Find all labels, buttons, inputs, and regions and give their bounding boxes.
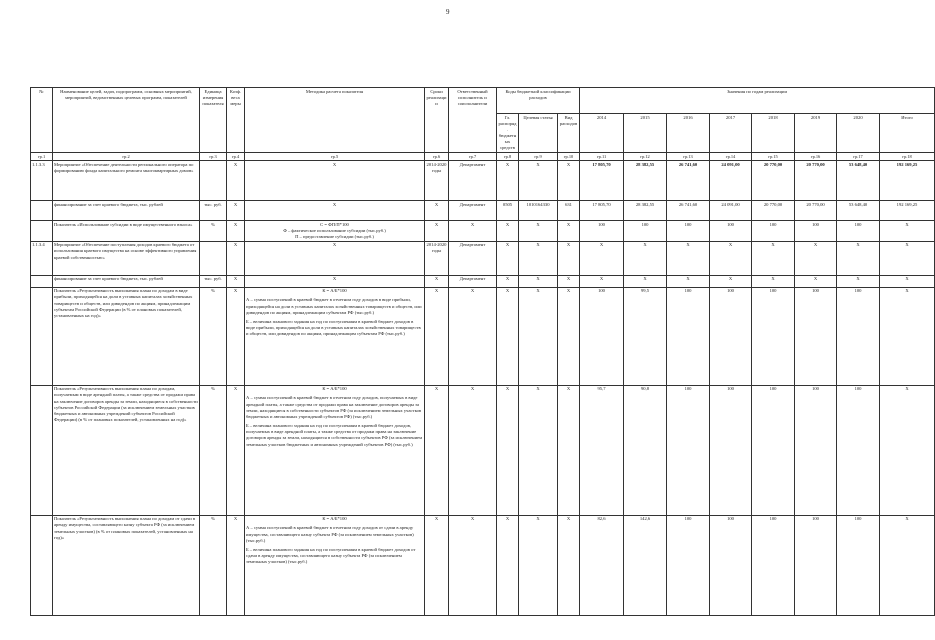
row-value: 17 805,70 xyxy=(580,161,624,201)
row-number xyxy=(31,275,53,287)
row-coef: X xyxy=(227,201,245,221)
column-number-cell: гр.13 xyxy=(667,153,710,161)
row-value: X xyxy=(837,241,880,275)
table-row xyxy=(31,385,935,515)
row-value: 100 xyxy=(710,287,752,385)
row-method xyxy=(245,221,425,242)
row-value: 100 xyxy=(837,287,880,385)
header-code-target: Целевая статья xyxy=(519,114,558,153)
row-executor: X xyxy=(449,287,497,385)
row-value: X xyxy=(795,241,837,275)
row-value: X xyxy=(667,241,710,275)
row-value: X xyxy=(880,275,935,287)
row-coef: X xyxy=(227,275,245,287)
row-value: 95,7 xyxy=(580,385,624,515)
row-value: 100 xyxy=(752,287,795,385)
header-coef: Коэф. веса меры xyxy=(227,88,245,153)
row-code-target: X xyxy=(519,287,558,385)
header-method: Методика расчета показателя xyxy=(245,88,425,153)
header-year: 2015 xyxy=(624,114,667,153)
header-year: 2020 xyxy=(837,114,880,153)
row-name: Показатель «Результативность выполнения плана по доходам от сдачи в аренду имущества, составляющего казну субъекта РФ (за исключением земельных участков) (в % от плановых показателей, установленных на год)» xyxy=(53,515,200,615)
column-number-cell: гр.5 xyxy=(245,153,425,161)
row-unit xyxy=(200,161,227,201)
row-value: X xyxy=(624,241,667,275)
column-number-cell: гр.3 xyxy=(200,153,227,161)
row-name: Показатель «Использование субсидии в виде имущественного взноса» xyxy=(53,221,200,242)
row-value: 20 770,00 xyxy=(795,201,837,221)
method-line: Ф – фактическое использование субсидии (тыс.руб.) xyxy=(283,227,386,233)
table-row xyxy=(31,201,935,221)
row-number xyxy=(31,221,53,242)
row-value: 100 xyxy=(667,385,710,515)
row-code-type: X xyxy=(558,161,580,201)
header-name: Наименование целей, задач, подпрограмм, основных мероприятий, мероприятий, ведомственных целевых программ, показателей xyxy=(53,88,200,153)
row-name: Показатель «Результативность выполнения плана по доходам в виде прибыли, приходящейся на доли в уставных капиталах хозяйственных товариществ и обществ, или дивидендов по акциям, принадлежащим субъектам Российской Федерации (в % от плановых показателей, установленных на год)» xyxy=(53,287,200,385)
row-code-grbs: X xyxy=(497,287,519,385)
row-code-grbs: X xyxy=(497,221,519,242)
row-value: X xyxy=(880,515,935,615)
row-coef: X xyxy=(227,385,245,515)
row-coef: X xyxy=(227,287,245,385)
table-row xyxy=(31,275,935,287)
row-value: 53 648,40 xyxy=(837,161,880,201)
row-code-type: X xyxy=(558,221,580,242)
table-row xyxy=(31,287,935,385)
method-line: X xyxy=(332,276,337,282)
row-value: X xyxy=(752,241,795,275)
row-code-grbs: X xyxy=(497,515,519,615)
row-value: 100 xyxy=(710,385,752,515)
method-line: К = А/Б*100 xyxy=(322,516,347,522)
row-value: X xyxy=(880,221,935,242)
header-year: 2014 xyxy=(580,114,624,153)
row-coef: X xyxy=(227,221,245,242)
row-number: 1.1.3.3 xyxy=(31,161,53,201)
row-code-grbs: X xyxy=(497,241,519,275)
row-value: 100 xyxy=(710,221,752,242)
row-number xyxy=(31,515,53,615)
row-value: 100 xyxy=(795,287,837,385)
row-value: 100 xyxy=(667,287,710,385)
row-value: 17 805,70 xyxy=(580,201,624,221)
row-value: X xyxy=(880,287,935,385)
header-total: Итого xyxy=(880,114,935,153)
row-value: 100 xyxy=(667,515,710,615)
row-method xyxy=(245,275,425,287)
row-executor: Департамент xyxy=(449,241,497,275)
row-code-target: X xyxy=(519,161,558,201)
row-code-type: X xyxy=(558,515,580,615)
column-number-cell: гр.9 xyxy=(519,153,558,161)
method-line: А – сумма поступлений в краевой бюджет в отчетном году доходов от сдачи в аренду имущества, составляющего казну субъекта РФ (за исключением земельных участков) (тыс.руб.) xyxy=(246,525,414,543)
row-name: финансирование за счет краевого бюджета, тыс. рублей xyxy=(53,201,200,221)
method-line: С = ФП/П*100 xyxy=(320,221,349,227)
row-value: X xyxy=(795,275,837,287)
row-value: 28 382,55 xyxy=(624,201,667,221)
row-method xyxy=(245,515,425,615)
row-code-type: 631 xyxy=(558,201,580,221)
row-value: X xyxy=(580,275,624,287)
row-term: 2014-2020 годы xyxy=(425,241,449,275)
header-year: 2019 xyxy=(795,114,837,153)
row-value: 192 169,25 xyxy=(880,161,935,201)
header-year: 2016 xyxy=(667,114,710,153)
row-value: X xyxy=(752,275,795,287)
table-row xyxy=(31,515,935,615)
row-value: 24 091,00 xyxy=(710,161,752,201)
column-number-cell: гр.2 xyxy=(53,153,200,161)
column-number-cell: гр.11 xyxy=(580,153,624,161)
row-value: 26 741,60 xyxy=(667,161,710,201)
row-code-grbs: 0505 xyxy=(497,201,519,221)
column-number-cell: гр.15 xyxy=(752,153,795,161)
row-value: 100 xyxy=(795,221,837,242)
row-number xyxy=(31,385,53,515)
row-code-target: X xyxy=(519,221,558,242)
row-unit: % xyxy=(200,221,227,242)
row-method xyxy=(245,241,425,275)
row-code-target: X xyxy=(519,241,558,275)
row-executor: Департамент xyxy=(449,161,497,201)
row-code-grbs: X xyxy=(497,275,519,287)
column-number-cell: гр.6 xyxy=(425,153,449,161)
row-code-type: X xyxy=(558,241,580,275)
row-code-target: 1010164330 xyxy=(519,201,558,221)
column-number-cell: гр.14 xyxy=(710,153,752,161)
row-number: 1.1.3.4 xyxy=(31,241,53,275)
row-value: 53 648,40 xyxy=(837,201,880,221)
row-value: 90,8 xyxy=(624,385,667,515)
row-term: X xyxy=(425,221,449,242)
header-unit: Единица измерения показателя xyxy=(200,88,227,153)
row-code-grbs: X xyxy=(497,385,519,515)
method-line: А – сумма поступлений в краевой бюджет в отчетном году доходов в виде прибыли, приходящейся на доли в уставных капиталах хозяйственных товариществ и обществ, или дивидендов по акциям, принадлежащим субъектам РФ (тыс.руб.) xyxy=(246,297,422,315)
row-value: 100 xyxy=(710,515,752,615)
row-unit: % xyxy=(200,287,227,385)
header-code-grbs: Гл. распоряд. бюджетных средств xyxy=(497,114,519,153)
row-term: X xyxy=(425,385,449,515)
column-number-cell: гр.7 xyxy=(449,153,497,161)
row-unit: % xyxy=(200,515,227,615)
row-value: 100 xyxy=(795,385,837,515)
row-value: X xyxy=(880,385,935,515)
row-value: 100 xyxy=(624,221,667,242)
header-executor: Ответственный исполнитель и соисполнители xyxy=(449,88,497,153)
row-value: 100 xyxy=(837,385,880,515)
header-budget-codes: Коды бюджетной классификации расходов xyxy=(497,88,580,114)
row-method xyxy=(245,161,425,201)
row-method xyxy=(245,385,425,515)
row-unit xyxy=(200,241,227,275)
page-number: 9 xyxy=(446,8,450,16)
row-code-target: X xyxy=(519,515,558,615)
row-name: финансирование за счет краевого бюджета, тыс. рублей xyxy=(53,275,200,287)
row-coef: X xyxy=(227,241,245,275)
method-line: А – сумма поступлений в краевой бюджет в отчетном году доходов, получаемых в виде арендной платы, а также средства от продажи права на заключение договоров аренды за земли, находящиеся в собственности субъектов РФ (за исключением земельных участков бюджетных и автономных учреждений субъектов РФ) (тыс.руб.) xyxy=(246,395,422,419)
row-unit: % xyxy=(200,385,227,515)
row-executor: X xyxy=(449,221,497,242)
method-line: К = А/Б*100 xyxy=(322,288,347,294)
row-term: X xyxy=(425,287,449,385)
row-value: 100 xyxy=(837,221,880,242)
program-table xyxy=(30,87,935,616)
row-value: 100 xyxy=(667,221,710,242)
row-value: 82,6 xyxy=(580,515,624,615)
row-term: 2014-2020 годы xyxy=(425,161,449,201)
row-number xyxy=(31,201,53,221)
column-number-cell: гр.16 xyxy=(795,153,837,161)
column-number-cell: гр.18 xyxy=(880,153,935,161)
row-code-target: X xyxy=(519,275,558,287)
row-value: X xyxy=(837,275,880,287)
table-row xyxy=(31,241,935,275)
table-row xyxy=(31,221,935,242)
row-number xyxy=(31,287,53,385)
method-line: П – предоставление субсидии (тыс.руб.) xyxy=(295,233,374,239)
method-line: Б – величина планового задания на год по поступлениям в краевой бюджет доходов от сдачи в аренду имущества, составляющего казну субъекта РФ (за исключением земельных участков) (тыс.руб.) xyxy=(246,546,416,565)
row-value: 100 xyxy=(580,287,624,385)
method-line: X xyxy=(332,201,337,207)
row-value: 24 091,00 xyxy=(710,201,752,221)
row-value: X xyxy=(710,275,752,287)
row-executor: X xyxy=(449,515,497,615)
row-value: 100 xyxy=(752,385,795,515)
row-value: 28 382,55 xyxy=(624,161,667,201)
column-number-cell: гр.4 xyxy=(227,153,245,161)
row-value: 100 xyxy=(752,515,795,615)
row-code-type: X xyxy=(558,275,580,287)
column-number-cell: гр.1 xyxy=(31,153,53,161)
row-term: X xyxy=(425,275,449,287)
row-value: 100 xyxy=(795,515,837,615)
row-term: X xyxy=(425,515,449,615)
row-value: X xyxy=(667,275,710,287)
header-code-type: Вид расходов xyxy=(558,114,580,153)
row-code-type: X xyxy=(558,287,580,385)
header-year: 2017 xyxy=(710,114,752,153)
row-method xyxy=(245,287,425,385)
row-unit: тыс. руб. xyxy=(200,201,227,221)
method-line: X xyxy=(332,161,337,167)
row-name: Мероприятие «Обеспечение деятельности регионального оператора по формированию фонда капитального ремонта многоквартирных домов» xyxy=(53,161,200,201)
row-value: X xyxy=(624,275,667,287)
header-values: Значения по годам реализации xyxy=(580,88,935,114)
method-line: К = А/Б*100 xyxy=(322,386,347,392)
row-value: 142,6 xyxy=(624,515,667,615)
row-value: 26 741,60 xyxy=(667,201,710,221)
column-number-row xyxy=(31,153,935,161)
row-coef: X xyxy=(227,161,245,201)
method-line: X xyxy=(332,242,337,248)
row-value: 100 xyxy=(752,221,795,242)
table-row xyxy=(31,161,935,201)
row-code-target: X xyxy=(519,385,558,515)
method-line: Б – величина планового задания на год по поступлениям в краевой бюджет доходов, получаемых в виде арендной платы, а также средства от продажи права на заключение договоров аренды за земли, находящиеся в собственности субъектов РФ (за исключением земельных участков бюджетных и автономных учреждений субъектов РФ) (тыс.руб.) xyxy=(246,423,423,447)
column-number-cell: гр.17 xyxy=(837,153,880,161)
header-term: Сроки реализации xyxy=(425,88,449,153)
row-value: X xyxy=(880,241,935,275)
row-value: 20 770,00 xyxy=(752,201,795,221)
column-number-cell: гр.10 xyxy=(558,153,580,161)
row-code-type: X xyxy=(558,385,580,515)
row-executor: Департамент xyxy=(449,275,497,287)
row-method xyxy=(245,201,425,221)
row-name: Мероприятие «Обеспечение поступления доходов краевого бюджета от использования краевого имущества на основе эффективного управления краевой собственностью» xyxy=(53,241,200,275)
row-value: 20 770,00 xyxy=(795,161,837,201)
row-unit: тыс. руб. xyxy=(200,275,227,287)
row-value: X xyxy=(710,241,752,275)
row-code-grbs: X xyxy=(497,161,519,201)
row-value: 192 169,25 xyxy=(880,201,935,221)
column-number-cell: гр.8 xyxy=(497,153,519,161)
row-value: 100 xyxy=(837,515,880,615)
header-no: № xyxy=(31,88,53,153)
row-name: Показатель «Результативность выполнения плана по доходам, получаемым в виде арендной платы, а также средства от продажи права на заключение договоров аренды за земли, находящиеся в собственности субъектов Российской Федерации (за исключением земельных участков бюджетных и автономных учреждений субъектов Российской Федерации) (в % от плановых показателей, установленных на год)» xyxy=(53,385,200,515)
row-executor: Департамент xyxy=(449,201,497,221)
row-term: X xyxy=(425,201,449,221)
row-executor: X xyxy=(449,385,497,515)
header-year: 2018 xyxy=(752,114,795,153)
row-coef: X xyxy=(227,515,245,615)
method-line: Б – величина планового задания на год по поступлениям в краевой бюджет доходов в виде прибыли, приходящейся на доли в уставных капиталах хозяйственных товариществ и обществ, или дивидендов по акциям, принадлежащим субъектам РФ (тыс.руб.) xyxy=(246,318,421,337)
row-value: 99,5 xyxy=(624,287,667,385)
row-value: X xyxy=(580,241,624,275)
column-number-cell: гр.12 xyxy=(624,153,667,161)
row-value: 20 770,00 xyxy=(752,161,795,201)
row-value: 100 xyxy=(580,221,624,242)
